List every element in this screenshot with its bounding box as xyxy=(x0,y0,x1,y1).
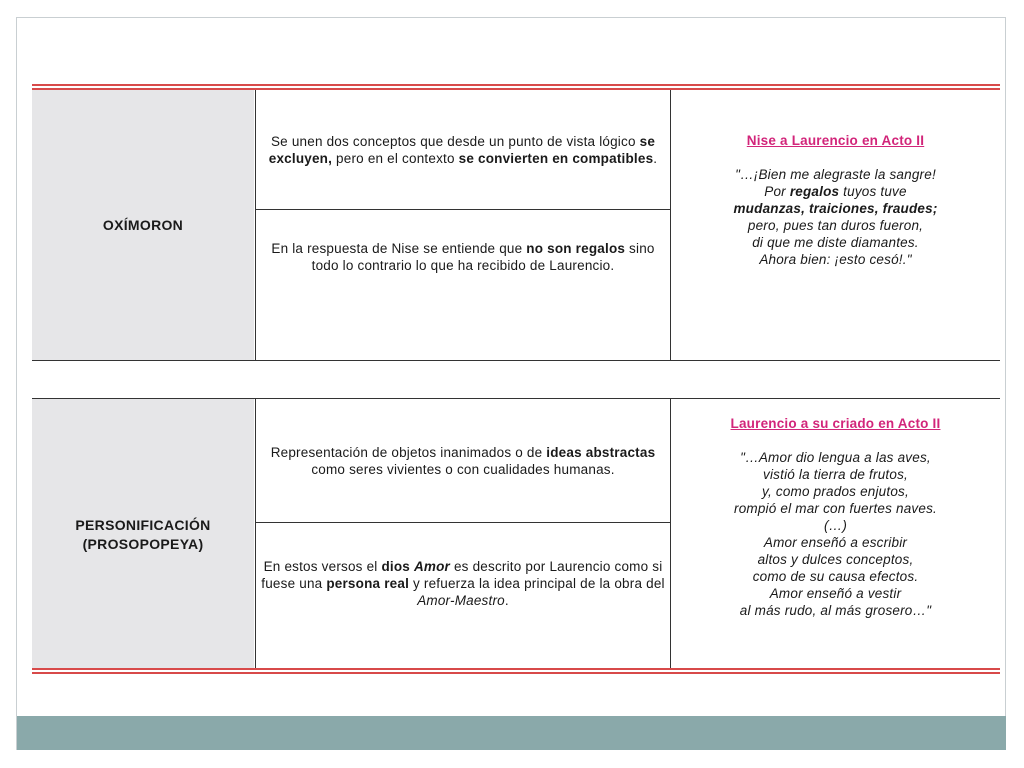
quote-line: como de su causa efectos. xyxy=(752,569,919,584)
footer-bar xyxy=(17,716,1006,750)
quote-line: "…Amor dio lengua a las aves, xyxy=(740,450,931,465)
quote-line: "…¡Bien me alegraste la sangre! xyxy=(735,167,936,182)
quote-line: al más rudo, al más grosero…" xyxy=(739,603,932,618)
quote-line: Por regalos tuyos tuve xyxy=(764,184,907,199)
quote-cell xyxy=(671,415,1000,619)
table-bottom-border xyxy=(32,668,1000,674)
quote-line: (…) xyxy=(823,518,848,533)
explanation-text: En estos versos el dios Amor es descrito por Laurencio como si fuese una persona real y refuerza la idea principal de la obra del Amor-Maestro. xyxy=(261,559,665,608)
quote-line: pero, pues tan duros fueron, xyxy=(747,218,924,233)
definition-cell xyxy=(256,399,670,522)
explanation-cell xyxy=(256,240,670,350)
quote-line: Amor enseñó a vestir xyxy=(769,586,902,601)
table-bottom-border xyxy=(32,360,1000,361)
term-label: OXÍMORON xyxy=(102,216,184,233)
quote-title: Nise a Laurencio en Acto II xyxy=(746,133,925,148)
definition-text: Representación de objetos inanimados o de ideas abstractas como seres vivientes o con cualidades humanas. xyxy=(270,444,656,477)
explanation-cell xyxy=(256,558,670,658)
cell-divider xyxy=(256,522,670,523)
quote-line: Ahora bien: ¡esto cesó!." xyxy=(759,252,912,267)
quote-line: Amor enseñó a escribir xyxy=(763,535,908,550)
explanation-text: En la respuesta de Nise se entiende que no son regalos sino todo lo contrario lo que ha recibido de Laurencio. xyxy=(271,241,655,273)
quote-cell xyxy=(671,132,1000,268)
quote-title: Laurencio a su criado en Acto II xyxy=(730,416,941,431)
definition-cell xyxy=(256,90,670,209)
quote-line: rompió el mar con fuertes naves. xyxy=(734,501,937,516)
definition-text: Se unen dos conceptos que desde un punto de vista lógico se excluyen, pero en el contexto se convierten en compatibles. xyxy=(268,133,658,166)
term-personificacion xyxy=(32,399,254,670)
cell-divider xyxy=(256,209,670,210)
quote-line: y, como prados enjutos, xyxy=(762,484,909,499)
quote-line: altos y dulces conceptos, xyxy=(757,552,914,567)
quote-line: mudanzas, traiciones, fraudes; xyxy=(733,201,938,216)
quote-line: vistió la tierra de frutos, xyxy=(763,467,908,482)
term-label: PERSONIFICACIÓN (PROSOPOPEYA) xyxy=(75,516,211,552)
quote-line: di que me diste diamantes. xyxy=(752,235,919,250)
term-oximoron xyxy=(32,90,254,360)
